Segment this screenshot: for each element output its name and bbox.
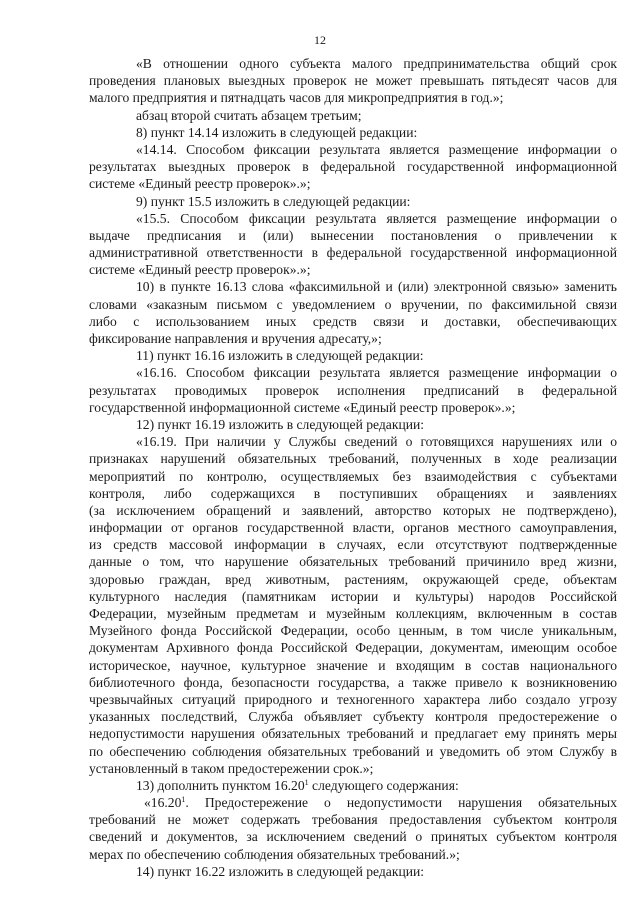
text-line <box>89 605 617 622</box>
text-line <box>89 296 617 313</box>
text-line <box>89 571 617 588</box>
document-body <box>89 55 617 880</box>
text-line <box>89 433 617 450</box>
text-line-tail: . Предостережение о недопустимости нарушения обязательных <box>185 795 617 811</box>
text-line <box>89 639 617 656</box>
text-line <box>89 846 617 863</box>
text-line-content: признаках нарушений обязательных требований, полученных в ходе реализации <box>89 451 617 467</box>
text-line <box>89 382 617 399</box>
text-line <box>89 416 617 433</box>
text-line-content: 9) пункт 15.5 изложить в следующей редакции: <box>136 193 411 209</box>
text-line-content: результатах проводимых проверок исполнения предписаний в федеральной <box>89 382 617 398</box>
text-line-content: 12) пункт 16.19 изложить в следующей редакции: <box>136 416 425 432</box>
text-line-content: культурного наследия (памятникам истории и культуры) народов Российской <box>89 588 617 604</box>
text-line <box>89 811 617 828</box>
page-number: 12 <box>314 33 326 47</box>
text-line-content: информации от органов государственной власти, органов местного самоуправления, <box>89 520 617 536</box>
text-line-content: государственной информационной системе «Единый реестр проверок».»; <box>89 399 516 415</box>
text-line-content: 10) в пункте 16.13 слова «факсимильной и (или) электронной связью» заменить <box>136 279 617 295</box>
text-line-content: (за исключением обращений и заявлений, авторство которых не подтверждено), <box>89 502 617 518</box>
text-line-content: выдаче предписания и (или) вынесении постановления о привлечении к <box>89 227 617 243</box>
text-line-content: «15.5. Способом фиксации результата является размещение информации о <box>136 210 617 226</box>
text-line <box>89 863 617 880</box>
text-line-content: сведений и документов, за исключением сведений о принятых субъектом контроля <box>89 829 617 845</box>
text-line <box>89 55 617 72</box>
text-line-content: Музейного фонда Российской Федерации, особо ценным, в том числе уникальным, <box>89 623 617 639</box>
text-line-content: «14.14. Способом фиксации результата является размещение информации о <box>136 141 617 157</box>
text-line-content: системе «Единый реестр проверок».»; <box>89 262 311 278</box>
text-line <box>89 485 617 502</box>
text-line-content: из средств массовой информации в случаях, если отсутствуют подтвержденные <box>89 537 617 553</box>
text-line <box>89 124 617 141</box>
text-line-content: «16.20 <box>144 795 182 811</box>
text-line <box>89 828 617 845</box>
text-line <box>89 364 617 381</box>
text-line <box>89 588 617 605</box>
text-line <box>89 760 617 777</box>
text-line-content: контроля, либо содержащихся в поступивших обращениях и заявлениях <box>89 485 617 501</box>
text-line <box>89 141 617 158</box>
text-line <box>89 313 617 330</box>
text-line-content: системе «Единый реестр проверок».»; <box>89 176 311 192</box>
text-line <box>89 399 617 416</box>
text-line <box>89 261 617 278</box>
text-line-content: историческое, научное, культурное значение и входящим в состав национального <box>89 657 617 673</box>
text-line-content: «16.19. При наличии у Службы сведений о готовящихся нарушениях или о <box>136 434 617 450</box>
text-line-content: установленный в таком предостережении срок.»; <box>89 760 374 776</box>
text-line <box>89 175 617 192</box>
text-line-content: 14) пункт 16.22 изложить в следующей редакции: <box>136 863 425 879</box>
text-line-content: «В отношении одного субъекта малого предпринимательства общий срок <box>136 56 617 71</box>
text-line-content: библиотечного фонда, безопасности государства, а также привело к возникновению <box>89 674 617 690</box>
text-line-content: чрезвычайных ситуаций природного и техногенного характера либо создало угрозу <box>89 691 617 707</box>
text-line-content: абзац второй считать абзацем третьим; <box>136 107 362 123</box>
text-line <box>89 708 617 725</box>
text-line-content: данные о том, что нарушение обязательных требований причинило вред жизни, <box>89 554 617 570</box>
text-line <box>89 72 617 89</box>
text-line <box>89 89 617 106</box>
text-line-content: 8) пункт 14.14 изложить в следующей редакции: <box>136 124 418 140</box>
text-line <box>89 674 617 691</box>
text-line <box>89 743 617 760</box>
text-line <box>89 553 617 570</box>
text-line-tail: следующего содержания: <box>308 777 459 793</box>
text-line-content: малого предприятия и пятнадцать часов для микропредприятия в год.»; <box>89 90 504 106</box>
text-line-content: «16.16. Способом фиксации результата является размещение информации о <box>136 365 617 381</box>
superscript: 1 <box>181 795 186 805</box>
text-line <box>89 657 617 674</box>
text-line <box>89 450 617 467</box>
text-line-content: мероприятий по контролю, осуществляемых без взаимодействия с субъектами <box>89 468 617 484</box>
text-line-content: недопустимости нарушения обязательных требований и предлагает ему принять меры <box>89 726 617 742</box>
text-line <box>89 725 617 742</box>
text-line <box>89 278 617 295</box>
text-line-content: документам Архивного фонда Российской Федерации, документам, имеющим особое <box>89 640 617 656</box>
text-line-content: Федерации, музейным предметам и музейным коллекциям, включенным в состав <box>89 606 617 621</box>
text-line <box>89 158 617 175</box>
text-line <box>89 468 617 485</box>
text-line-content: 11) пункт 16.16 изложить в следующей редакции: <box>136 348 424 364</box>
text-line <box>89 347 617 364</box>
text-line-content: административной ответственности в федеральной государственной информационной <box>89 245 617 261</box>
text-line-content: требований не может содержать требования предоставления субъектом контроля <box>89 812 617 828</box>
text-line <box>89 691 617 708</box>
text-line-content: результатах выездных проверок в федеральной государственной информационной <box>89 159 617 175</box>
text-line-content: фиксирование направления и вручения адресату,»; <box>89 331 382 346</box>
text-line <box>89 794 617 811</box>
superscript: 1 <box>304 777 309 787</box>
text-line <box>89 210 617 227</box>
text-line <box>89 519 617 536</box>
text-line <box>89 330 617 347</box>
text-line-content: 13) дополнить пунктом 16.20 <box>136 777 305 793</box>
text-line <box>89 536 617 553</box>
text-line <box>89 107 617 124</box>
text-line <box>89 777 617 794</box>
text-line-content: либо с использованием иных средств связи и доставки, обеспечивающих <box>89 313 617 329</box>
text-line <box>89 227 617 244</box>
text-line-content: по обеспечению соблюдения обязательных требований и уведомить об этом Службу в <box>89 743 617 759</box>
text-line-content: проведения плановых выездных проверок не может превышать пятьдесят часов для <box>89 73 617 89</box>
text-line <box>89 193 617 210</box>
text-line-content: словами «заказным письмом с уведомлением о вручении, по факсимильной связи <box>89 296 617 312</box>
text-line-content: здоровью граждан, вред животным, растениям, окружающей среде, объектам <box>89 571 617 587</box>
text-line <box>89 622 617 639</box>
text-line <box>89 244 617 261</box>
text-line-content: указанных последствий, Служба объявляет субъекту контроля предостережение о <box>89 709 617 725</box>
text-line <box>89 502 617 519</box>
text-line-content: мерах по обеспечению соблюдения обязательных требований.»; <box>89 846 460 862</box>
